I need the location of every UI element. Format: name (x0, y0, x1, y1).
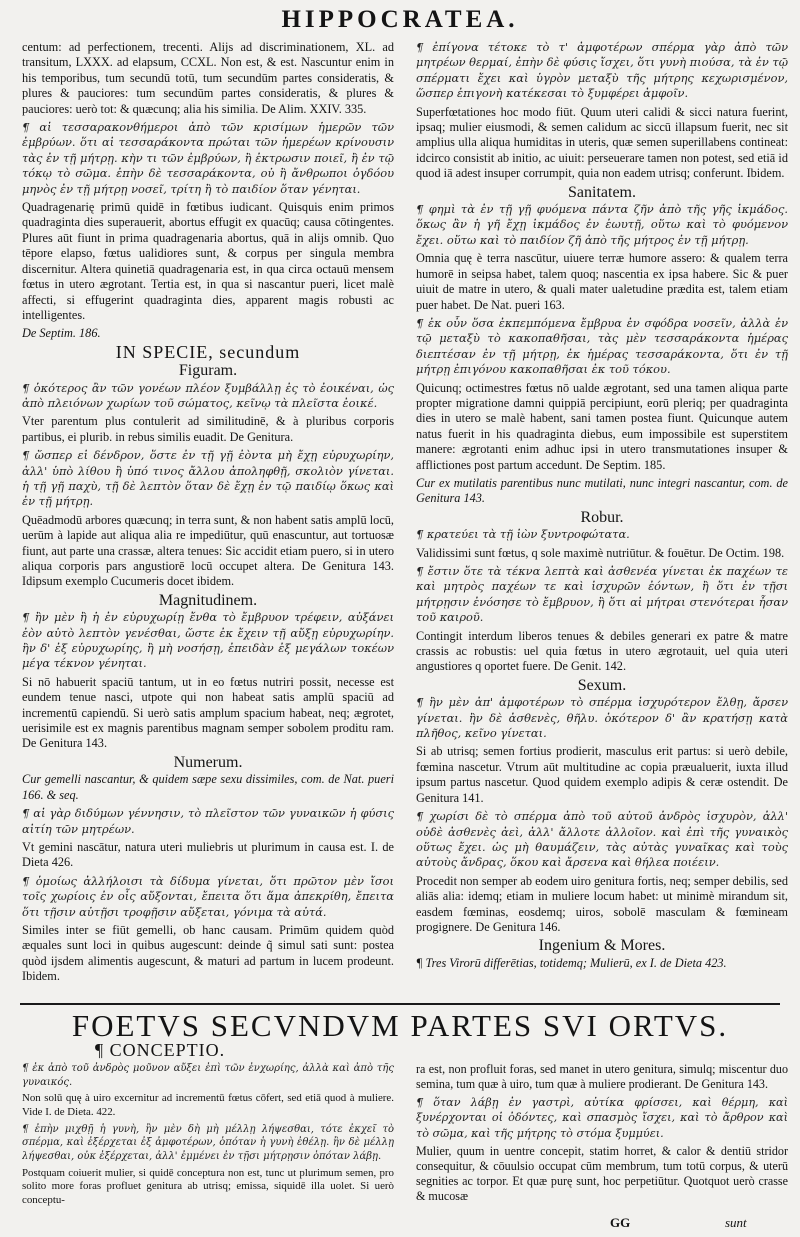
greek-passage: ¶ ἢν μὲν ἀπ' ἀμφοτέρων τὸ σπέρμα ἰσχυρότερον ἔλθῃ, ἄρσεν γίνεται. ἢν δὲ ἀσθενὲς, θῆλυ. ὁκότερον δ' ἂν κρατήσῃ κατὰ πλῆθος, κεῖνο γίνεται. (416, 695, 788, 741)
latin-paragraph: Si nō habuerit spaciū tantum, ut in eo fœtus nutriri possit, necesse est eundem tenue nasci, utpote qui non habeat satis amplū spaciū ad incrementū capiendū. Si uerò satis amplum spacium habeat, neq; ægrotet, uerisimile est ex magnis parentibus magnam semper sobolem proditu ram. De Genitura 143. (22, 674, 394, 751)
latin-paragraph: Si ab utrisq; semen fortius prodierit, masculus erit partus: si uerò debile, fœmina nascetur. Vtrum aūt multitudine ac copia præualuerit, iuxta illud ipsum partus nascetur. Quod quidem exemplo adipis & ceræ ostendit. De Genitura 141. (416, 744, 788, 805)
greek-passage: ¶ ἐκ ἀπὸ τοῦ ἀνδρὸς μοῦνον αὔξει ἐπὶ τῶν ἐνχωρίης, ἀλλὰ καὶ ἀπὸ τῆς γυναικός. (22, 1063, 394, 1088)
signature-mark: GG (610, 1215, 631, 1230)
greek-passage: ¶ ὥσπερ εἰ δένδρον, ὅστε ἐν τῇ γῇ ἐὸντα μὴ ἔχῃ εὐρυχωρίην, ἀλλ' ὑπὸ λίθου ἢ ὑπό τινος ἄλλου ἀποληφθῇ, σκολιὸν γίνεται. ἡ τῇ γῇ παχὺ, τῇ δὲ λεπτὸν ὅταν δὲ ἔχῃ ἐν τῷ παιδίῳ ὅκως καὶ ἐν τῇ μήτρῃ. (22, 448, 394, 509)
section-heading: IN SPECIE, secundum (115, 341, 301, 362)
latin-paragraph: Non solū quę à uiro excernitur ad incrementū fœtus cōfert, sed etiā quod à muliere. Vide I. de Dieta. 422. (22, 1092, 394, 1118)
latin-paragraph: Superfœtationes hoc modo fiūt. Quum uteri calidi & sicci natura fuerint, ipsaq; mulier eiusmodi, & semen calidum ac siccū illapsum fuerit, nec sit amplius ulla aliqua humiditas in uteris, quæ semen superillabens contineat: idcirco consistit ab initio, ac uiuit: perseuerare tamen non potest, sed etiā id quod iā adest insuper corrumpit, quia non eadem utrisq; conferunt. Ibidem. (416, 104, 788, 181)
bottom-right-column (416, 1062, 788, 1212)
section-rule (20, 1003, 780, 1005)
reference-note: Cur ex mutilatis parentibus nunc mutilati, nunc integri nascantur, com. de Genitura 143. (416, 475, 788, 506)
greek-passage: ¶ ὁμοίως ἀλλήλοισι τὰ δίδυμα γίνεται, ὅτι πρῶτον μὲν ἴσοι τοῖς χωρίοις ἐν οἷς αὔξονται, ἔπειτα ὅτι ἅμα ἀπεκρίθη, ἔπειτα ὅτι τῇσιν αὐτῇσι τροφῇσιν αὔξεται, γόνιμα τὰ αὐτά. (22, 873, 394, 919)
latin-paragraph: Vt gemini nascātur, natura uteri muliebris ut plurimum in causa est. I. de Dieta 426. (22, 839, 394, 870)
greek-passage: ¶ ὅταν λάβῃ ἐν γαστρὶ, αὐτίκα φρίσσει, καὶ θέρμη, καὶ ξυνέρχονται οἱ ὀδόντες, καὶ σπασμὸς ἴσχει, καὶ τὸ ἄρθρον καὶ τὸ σῶμα, καὶ τῆς μήτρης τὸ στόμα ξυμμύει. (416, 1096, 788, 1140)
greek-passage: ¶ αἱ τεσσαρακονθήμεροι ἀπὸ τῶν κρισίμων ἡμερῶν τῶν ἐμβρύων. ὅτι αἱ τεσσαράκοντα πρώται τῶν ἡμερέων κρίνουσιν τὰς ἐν τῇ μήτρῃ. κὴν τι τῶν ἐμβρύων, ἢ ἐκτρωσιν ποιεῖ, ἢ ἐν τῷ τόκῳ τὸ σῶμα. ἐπὴν δὲ τεσσαράκοντα, οὐ ἢ ἄνθρωποι ὀγδόου μηνὸς ἐν τῇ μήτρῃ νοσεῖ, τρίτη ἢ τὸ παιδίον ὅταν γένηται. (22, 120, 394, 196)
left-column (22, 40, 394, 998)
section-subtitle: ¶ CONCEPTIO. (95, 1040, 226, 1060)
latin-paragraph: Omnia quę è terra nascūtur, uiuere terræ humore assero: & qualem terra humorē in seipsa habet, talem quoq; nascentia ex ipsa habere. Sic & puer uiuit de matre in utero, & quali mater ualetudine prædita est, talem etiam puer habet. De Nat. pueri 163. (416, 251, 788, 312)
right-column (416, 40, 788, 998)
latin-paragraph: ra est, non profluit foras, sed manet in utero genitura, simulq; miscentur duo semina, tum quæ à uiro, tum quæ à muliere prodierant. De Genitura 143. (416, 1062, 788, 1092)
section-heading: Robur. (580, 508, 624, 526)
greek-passage: ¶ ὁκότερος ἂν τῶν γονέων πλέον ξυμβάλλῃ ἐς τὸ ἐοικέναι, ὡς ἀπὸ πλειόνων χωρίων τοῦ σώματος, κεῖνῳ τὰ πλεῖστα ἐοικέ. (22, 380, 394, 410)
greek-passage: ¶ ἐπὴν μιχθῇ ἡ γυνὴ, ἢν μὲν δὴ μὴ μέλλῃ λήψεσθαι, τότε ἐκχεῖ τὸ σπέρμα, καὶ ἐξέρχεται ἐξ ἀμφοτέρων, ὁπόταν ἡ γυνὴ ἐθέλῃ. ἢν δὲ μέλλῃ λήψεσθαι, οὐκ ἐξέρχεται, ἀλλ' ἐμμένει ἐν τῇσι μήτρῃσιν ὁπόταν λάβῃ. (22, 1123, 394, 1162)
latin-paragraph: centum: ad perfectionem, trecenti. Alijs ad discriminationem, XL. ad transitum, LXXX. ad elapsum, CCXL. Non est, & est. Nascuntur enim in his temporibus, tum secundū totū, tum secundūm partes consideratis, & plures & pauciores: tum secundūm partes consideratis, & plures & pauciores: uerò tot: & quæcunq; alia his similia. De Alim. XXIV. 335. (22, 40, 394, 116)
latin-paragraph: Quadragenarię primū quidē in fœtibus iudicant. Quisquis enim primos quadraginta dies superauerit, abortus effugit ex quacūq; causa cōtingentes. Plures aūt fiunt in prima quadragenaria abortus, quā in alijs omnib. Quo tēpore elapso, fœtus ualidiores sunt, & corpus per singula membra discernitur. Altera quinetiā quadragenaria est, in qua circa octauū mensem fœtus in utero ægrotant. Tertia est, in qua si nascantur pueri, licet malè affecti, si effugerint quadraginta dies, apparent magis robusti ac intelligentes. (22, 200, 394, 322)
reference-note: Cur gemelli nascantur, & quidem sæpe sexu dissimiles, com. de Nat. pueri 166. & seq. (22, 772, 394, 802)
section-heading: Sanitatem. (568, 183, 636, 201)
greek-passage: ¶ φημὶ τὰ ἐν τῇ γῇ φυόμενα πάντα ζῆν ἀπὸ τῆς γῆς ἰκμάδος. ὅκως ἂν ἡ γῆ ἔχῃ ἰκμάδος ἐν ἑωυτῇ, οὕτω καὶ τὸ φυόμενον ἔχει. οὕτω καὶ τὸ παιδίον ζῆ ἀπὸ τῆς μήτρος ἐν τῇ μήτρῃ. (416, 202, 788, 247)
reference-note: ¶ Tres Virorū differētias, totidemq; Mulierū, ex I. de Dieta 423. (416, 955, 727, 970)
running-head: HIPPOCRATEA. (281, 6, 519, 33)
section-heading: Sexum. (577, 676, 627, 694)
section-heading: Numerum. (173, 753, 243, 771)
greek-passage: ¶ ἔστιν ὅτε τὰ τέκνα λεπτὰ καὶ ἀσθενέα γίνεται ἐκ παχέων τε καὶ μητρὸς παχέων τε καὶ ἰσχυρῶν ἐόντων, ἢ ὅτι ἐν τῇσι μήτρῃσιν ἐνόσησε τὸ ἔμβρυον, ἢ ὅτι αἱ μήτραι στενότεραι ἦσαν τοῦ καιροῦ. (416, 564, 788, 625)
latin-paragraph: Validissimi sunt fœtus, q sole maximè nutriūtur. & fouētur. De Octim. 198. (416, 545, 785, 560)
greek-passage: ¶ ἢν μὲν ἢ ἡ ἐν εὐρυχωρίῃ ἔνθα τὸ ἔμβρυον τρέφειν, αὐξάνει ἐὸν αὐτὸ λεπτὸν γενέσθαι, ὥστε ἐκ ἔχειν τῇ αὔξῃ εὐρυχωρίην. ἢν δ' ἐξ εὐρυχωρίης, ἢ μὴ νοσήσῃ, ἐπειδὰν ἐξ μεγάλων τοκέων μέγα τέκνον γένηται. (22, 610, 394, 671)
latin-paragraph: Contingit interdum liberos tenues & debiles generari ex patre & matre crassis ac robustis: uel quia fœtus in utero ægrotauit, uel quia uteri angustiores q oportet fuere. De Genit. 142. (416, 628, 788, 674)
catchword: sunt (725, 1215, 747, 1230)
section-heading: Magnitudinem. (158, 591, 258, 609)
latin-paragraph: Procedit non semper ab eodem uiro genitura fortis, neq; semper debilis, sed aliās alia: idemq; etiam in muliere locum habet: ut minimè mirandum sit, easdem fœminas, eosdemq; uiros, sobolē masculam & fœmineam progignere. De Genitura 146. (416, 873, 788, 934)
greek-passage: ¶ αἱ γὰρ διδύμων γέννησιν, τὸ πλεῖστον τῶν γυναικῶν ἡ φύσις αἰτίη τῶν μητρέων. (22, 806, 394, 836)
latin-paragraph: Similes inter se fiūt gemelli, ob hanc causam. Primūm quidem quòd æquales sunt loci in quibus augescunt: deinde q̃ simul sati sunt: postea quòd ijsdem alimentis augescunt, & maturi ad partum in lucem prodeunt. Ibidem. (22, 922, 394, 984)
latin-paragraph: Quicunq; octimestres fœtus nō ualde ægrotant, sed una tamen aliqua parte propter migratione damni quippiā percipiunt, eorū pleriq; per quadraginta dies in utero se malè habent, sani tamen postea fiunt. Quicunque autem natus fuerit in his quadraginta diebus, eum impossibile est superstitem manere: ægrotanti enim adhuc ipsi in utero transmutationes insuper & afflictiones post partum accedunt. De Septim. 185. (416, 380, 788, 472)
reference-note: De Septim. 186. (22, 326, 101, 341)
bottom-left-column (22, 1062, 394, 1212)
latin-paragraph: Quēadmodū arbores quæcunq; in terra sunt, & non habent satis amplū locū, uerūm à lapide aut aliqua alia re impediūtur, quū enascuntur, aut tortuosæ fiunt, aut parte una crassæ, altera tenues: Sic accidit etiam puero, si in utero aliqua corporis pars angustiorē locū occupet altera. De Genitura 143. Idipsum exemplo Cucumeris docet ibidem. (22, 512, 394, 589)
greek-passage: ¶ ἐπίγονα τέτοκε τὸ τ' ἀμφοτέρων σπέρμα γὰρ ἀπὸ τῶν μητρέων θερμαί, ἐπὴν δὲ φύσις ἴσχει, ὅτι γυνὴ πιούσα, τὰ ἐν τῷ σπέρματι ἔχει καὶ ὑγρὸν μεταξὺ τῆς μήτρης κεχωρισμένον, ὥσπερ ἐπιγονὴ κατέκεσαι τὸ ξυμφέρει ἀμφοῖν. (416, 40, 788, 101)
section-heading: Ingenium & Mores. (538, 937, 666, 955)
latin-paragraph: Mulier, quum in uentre concepit, statim horret, & calor & dentiū stridor consequitur, & cōuulsio occupat cūm membrum, tum totū corpus, & uterū segnities ac torpor. Et quæ purę sunt, hoc perpetiūtur. Quotquot uerò crasse & mucosæ (416, 1143, 788, 1204)
section-heading: Figuram. (178, 362, 238, 380)
greek-passage: ¶ κρατεύει τὰ τῇ ἰὼν ξυντροφώτατα. (416, 527, 630, 542)
greek-passage: ¶ ἐκ οὖν ὅσα ἐκπεμπόμενα ἔμβρυα ἐν σφόδρα νοσεῖν, ἀλλὰ ἐν τῷ μεταξὺ τὸ κακοπαθῆσαι, τὰς μὲν τεσσαράκοντα ἡμέρας διεπτέσαν ἐν τῇ μήτρῃ, ἐκ ἡμέρας τεσσαράκοντα, ὅτι ἐν τῇ μήτρῃ ἐπιγόνου κακοπαθῆσαι ἐκ τοῦ τόκου. (416, 315, 788, 377)
greek-passage: ¶ χωρίσι δὲ τὸ σπέρμα ἀπὸ τοῦ αὐτοῦ ἀνδρὸς ἰσχυρὸν, ἀλλ' οὐδὲ ἀσθενὲς ἀεὶ, ἀλλ' ἄλλοτε ἀλλοῖον. καὶ ἐπὶ τῆς γυναικὸς οὕτως ἔχει. ὡς μὴ θαυμάζειν, τὰς αὐτὰς γυναῖκας καὶ τοὺς αὐτοὺς ἄνδρας, ὅκου καὶ ἄρσενα καὶ θήλεα ποιέειν. (416, 809, 788, 870)
latin-paragraph: Vter parentum plus contulerit ad similitudinē, & à pluribus corporis partibus, ei plurib. in rebus similis euadit. De Genitura. (22, 414, 394, 444)
section-title: FOETVS SECVNDVM PARTES SVI ORTVS. (71, 1008, 729, 1043)
latin-paragraph: Postquam coiuerit mulier, si quidē conceptura non est, tunc ut plurimum semen, pro solito more foras profluet genitura ab utrisq; emissa, siquidē illa uolet. Si uerò conceptu- (22, 1166, 394, 1206)
